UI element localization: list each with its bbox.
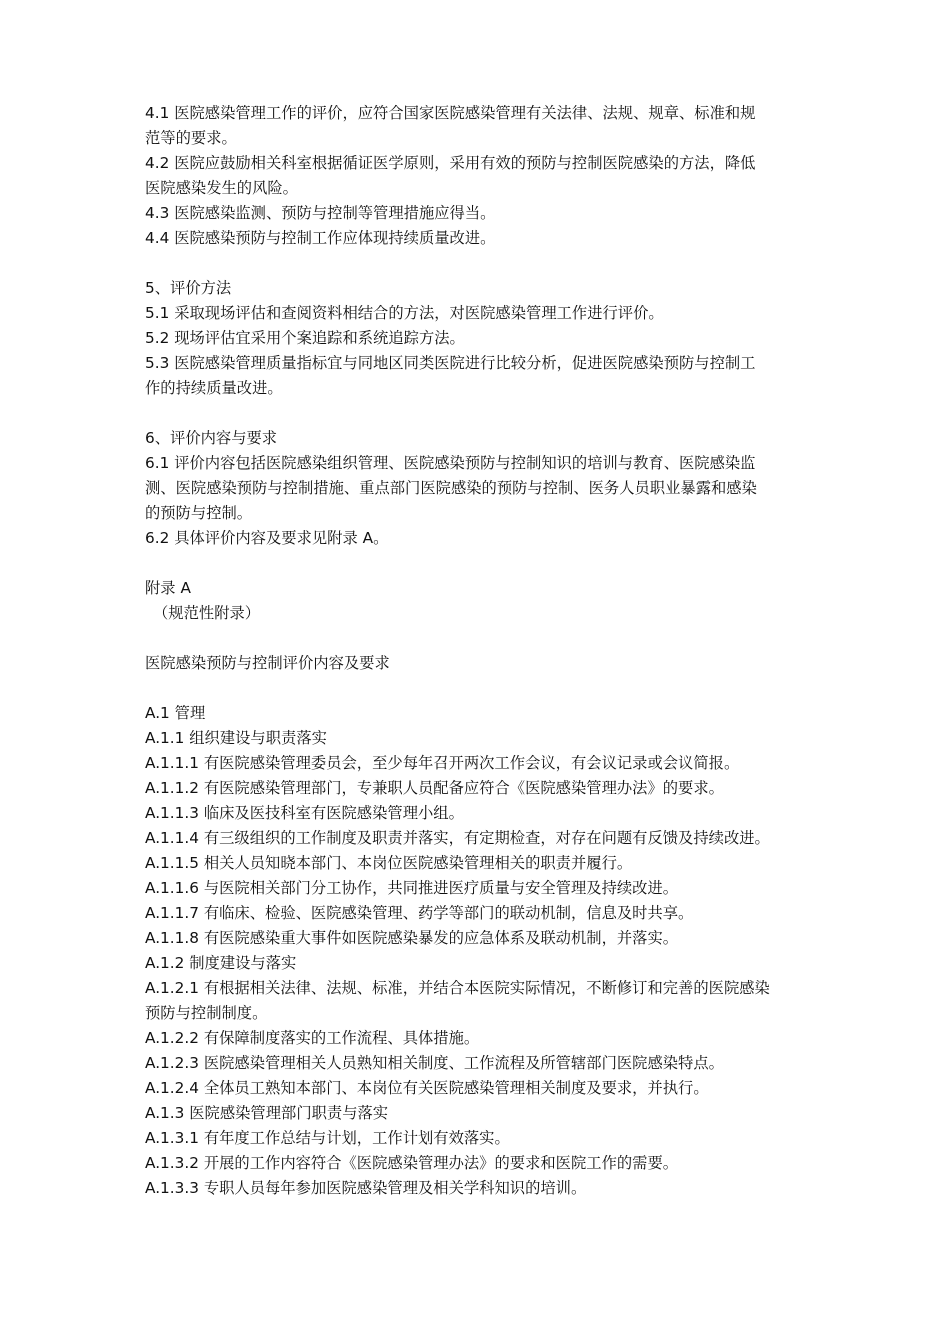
- text-line: 6.1 评价内容包括医院感染组织管理、医院感染预防与控制知识的培训与教育、医院感染监: [145, 454, 756, 472]
- text-line: A.1.3.1 有年度工作总结与计划，工作计划有效落实。: [145, 1129, 510, 1147]
- text-line: 5、评价方法: [145, 279, 232, 297]
- text-line: 测、医院感染预防与控制措施、重点部门医院感染的预防与控制、医务人员职业暴露和感染: [145, 479, 757, 497]
- text-line: A.1.1.4 有三级组织的工作制度及职责并落实，有定期检查，对存在问题有反馈及持续改进。: [145, 829, 770, 847]
- text-line: （规范性附录）: [153, 604, 261, 622]
- text-line: A.1.1.3 临床及医技科室有医院感染管理小组。: [145, 804, 464, 822]
- text-line: A.1.3.2 开展的工作内容符合《医院感染管理办法》的要求和医院工作的需要。: [145, 1154, 679, 1172]
- text-line: A.1.2.2 有保障制度落实的工作流程、具体措施。: [145, 1029, 480, 1047]
- text-line: 4.1 医院感染管理工作的评价，应符合国家医院感染管理有关法律、法规、规章、标准和规: [145, 104, 756, 122]
- text-line: A.1.1.6 与医院相关部门分工协作，共同推进医疗质量与安全管理及持续改进。: [145, 879, 679, 897]
- text-line: 6、评价内容与要求: [145, 429, 278, 447]
- blank-line: [145, 626, 820, 651]
- blank-line: [145, 251, 820, 276]
- text-line: 5.2 现场评估宜采用个案追踪和系统追踪方法。: [145, 329, 465, 347]
- text-line: 5.3 医院感染管理质量指标宜与同地区同类医院进行比较分析，促进医院感染预防与控制工: [145, 354, 756, 372]
- text-line: 5.1 采取现场评估和查阅资料相结合的方法，对医院感染管理工作进行评价。: [145, 304, 664, 322]
- text-line: A.1.1.8 有医院感染重大事件如医院感染暴发的应急体系及联动机制，并落实。: [145, 929, 679, 947]
- document-body: [145, 101, 820, 1201]
- text-line: 附录 A: [145, 579, 191, 597]
- text-line: 医院感染预防与控制评价内容及要求: [145, 654, 390, 672]
- text-line: 的预防与控制。: [145, 504, 253, 522]
- blank-line: [145, 551, 820, 576]
- text-line: 4.3 医院感染监测、预防与控制等管理措施应得当。: [145, 204, 496, 222]
- text-line: A.1.2 制度建设与落实: [145, 954, 297, 972]
- text-line: 4.2 医院应鼓励相关科室根据循证医学原则，采用有效的预防与控制医院感染的方法，降低: [145, 154, 756, 172]
- text-line: A.1.1.7 有临床、检验、医院感染管理、药学等部门的联动机制，信息及时共享。: [145, 904, 694, 922]
- text-line: 4.4 医院感染预防与控制工作应体现持续质量改进。: [145, 229, 496, 247]
- text-line: A.1.1 组织建设与职责落实: [145, 729, 327, 747]
- text-line: 6.2 具体评价内容及要求见附录 A。: [145, 529, 389, 547]
- text-line: 医院感染发生的风险。: [145, 179, 298, 197]
- text-line: A.1.2.4 全体员工熟知本部门、本岗位有关医院感染管理相关制度及要求，并执行。: [145, 1079, 709, 1097]
- text-line: A.1.3.3 专职人员每年参加医院感染管理及相关学科知识的培训。: [145, 1179, 587, 1197]
- text-line: A.1.3 医院感染管理部门职责与落实: [145, 1104, 389, 1122]
- text-line: A.1.1.5 相关人员知晓本部门、本岗位医院感染管理相关的职责并履行。: [145, 854, 633, 872]
- blank-line: [145, 676, 820, 701]
- text-line: A.1.1.1 有医院感染管理委员会，至少每年召开两次工作会议，有会议记录或会议简报。: [145, 754, 740, 772]
- blank-line: [145, 401, 820, 426]
- text-line: 范等的要求。: [145, 129, 237, 147]
- text-line: A.1.1.2 有医院感染管理部门，专兼职人员配备应符合《医院感染管理办法》的要求。: [145, 779, 724, 797]
- text-line: 预防与控制制度。: [145, 1004, 268, 1022]
- text-line: 作的持续质量改进。: [145, 379, 283, 397]
- text-line: A.1.2.1 有根据相关法律、法规、标准，并结合本医院实际情况，不断修订和完善的医院感染: [145, 979, 770, 997]
- text-line: A.1 管理: [145, 704, 206, 722]
- text-line: A.1.2.3 医院感染管理相关人员熟知相关制度、工作流程及所管辖部门医院感染特点。: [145, 1054, 724, 1072]
